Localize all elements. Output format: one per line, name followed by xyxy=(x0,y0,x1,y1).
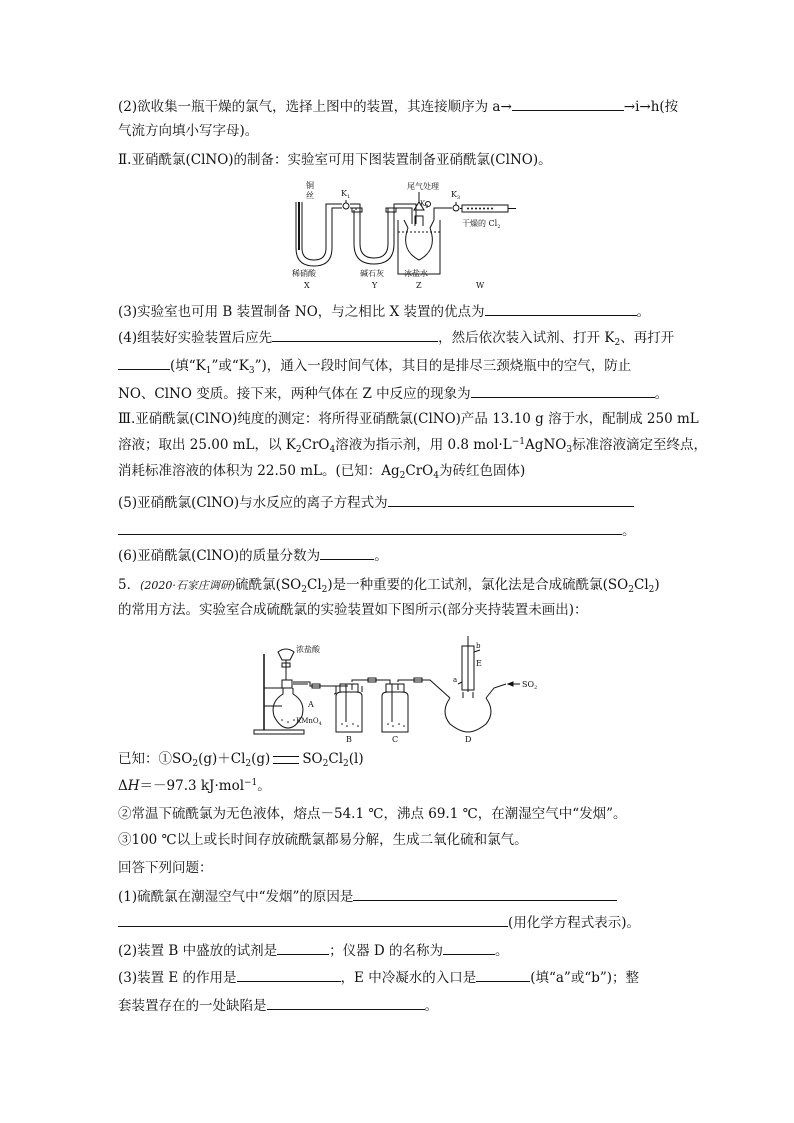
s2-line xyxy=(118,940,509,961)
known-l1-e: Cl xyxy=(328,751,344,767)
q5-answer-blank-1[interactable] xyxy=(388,492,634,507)
problem5-source: (2020·石家庄调研) xyxy=(140,579,236,592)
known-l1-c: (g) xyxy=(251,751,271,767)
s3-answer-blank-1[interactable] xyxy=(237,967,341,982)
p5-l1-d: Cl xyxy=(633,577,649,593)
s3-l2-sub3: 3 xyxy=(566,445,573,455)
known-item3: ③100 ℃以上或长时间存放硫酰氯都易分解，生成二氧化硫和氯气。 xyxy=(118,832,528,848)
q4-sub3: 3 xyxy=(248,366,255,376)
answer-prompt: 回答下列问题： xyxy=(118,860,213,876)
known-l1-f: (l) xyxy=(348,751,364,767)
s1-line2 xyxy=(118,912,640,933)
p5-sub-d: 2 xyxy=(648,585,655,595)
fig1-tail-gas: 尾气处理 xyxy=(407,182,439,191)
k-sub1: 2 xyxy=(192,759,199,769)
fig1-label-copper: 铜 xyxy=(306,181,314,190)
k-sub3: 2 xyxy=(322,759,329,769)
section-iii-line2 xyxy=(118,435,707,455)
dh-end: 。 xyxy=(257,778,271,794)
fig1-dry-cl2: 干燥的 $Cl_2$ xyxy=(462,219,501,230)
fig1-label-x: X xyxy=(304,281,310,290)
fig1-k1: $K_1$ xyxy=(341,189,351,200)
s3-line2-a: 套装置存在的一处缺陷是 xyxy=(118,998,267,1014)
s2-text-a: (2)装置 B 中盛放的试剂是 xyxy=(118,943,278,959)
q5-text: (5)亚硝酰氯(ClNO)与水反应的离子方程式为 xyxy=(118,495,388,511)
fig2-kmno4: KMnO$_4$ xyxy=(296,717,322,727)
fig1-k2: $K_2$ xyxy=(420,200,429,210)
s3-l2-a: 溶液；取出 25.00 mL，以 K xyxy=(118,437,296,453)
s3-line2 xyxy=(118,995,438,1016)
problem5-line2: 的常用方法。实验室合成硫酰氯的实验装置如下图所示(部分夹持装置未画出)： xyxy=(118,602,588,618)
fig2-label-d: D xyxy=(465,735,472,744)
dh-delta: Δ xyxy=(118,778,128,794)
fig1-label-z: Z xyxy=(416,281,422,290)
s3-l2-sup: −1 xyxy=(511,437,526,447)
s3-l3-b: CrO xyxy=(405,463,434,479)
s3-l3-sub2: 2 xyxy=(399,471,406,481)
s1-answer-blank-1[interactable] xyxy=(353,886,617,901)
s3-l2-sub4: 4 xyxy=(329,445,336,455)
fig2-label-a: A xyxy=(308,700,314,709)
s3-end: 。 xyxy=(424,998,438,1014)
known-line1 xyxy=(118,749,364,769)
q3-text: (3)实验室也可用 B 装置制备 NO，与之相比 X 装置的优点为 xyxy=(118,304,485,320)
q2-answer-blank[interactable] xyxy=(512,96,624,111)
q2-text-a: (2)欲收集一瓶干燥的氯气，选择上图中的装置，其连接顺序为 a→ xyxy=(118,99,512,115)
fig2-label-b-outlet: b xyxy=(476,642,481,650)
s3-l2-sub2: 2 xyxy=(295,445,302,455)
fig1-dilute-hno3: 稀硝酸 xyxy=(292,269,316,278)
q5-end: 。 xyxy=(622,523,636,539)
s3-answer-blank-3[interactable] xyxy=(267,995,425,1010)
fig1-k3: $K_3$ xyxy=(451,190,461,201)
s3-line1 xyxy=(118,967,639,988)
q4-line2 xyxy=(118,355,631,376)
q4-text-c: 、再打开 xyxy=(620,330,675,346)
q3-end: 。 xyxy=(636,304,650,320)
q6-text: (6)亚硝酰氯(ClNO)的质量分数为 xyxy=(118,548,321,564)
section-iii-line1: Ⅲ.亚硝酰氯(ClNO)纯度的测定：将所得亚硝酰氯(ClNO)产品 13.10 g 溶于水，配制成 250 mL xyxy=(118,411,699,427)
q3-line xyxy=(118,301,650,322)
p5-l1-e: ) xyxy=(654,577,660,593)
known-l1-a: 已知：①SO xyxy=(118,751,193,767)
fig1-label-y: Y xyxy=(372,281,378,290)
s1-line1 xyxy=(118,886,617,907)
known-item2: ②常温下硫酰氯为无色液体，熔点－54.1 ℃，沸点 69.1 ℃，在潮湿空气中“发烟”。 xyxy=(118,806,627,822)
q4-line2-c: ”)，通入一段时间气体，其目的是排尽三颈烧瓶中的空气，防止 xyxy=(254,358,632,374)
q4-line2-a: (填“K xyxy=(170,358,206,374)
fig1-label-wire: 丝 xyxy=(306,191,314,200)
s1-text: (1)硫酰氯在潮湿空气中“发烟”的原因是 xyxy=(118,889,354,905)
s3-l2-c: 溶液为指示剂，用 0.8 mol·L xyxy=(335,437,512,453)
q4-line3-end: 。 xyxy=(654,386,669,402)
q2-line1 xyxy=(118,96,678,117)
fig2-label-b: B xyxy=(346,735,352,744)
q4-answer-blank-2[interactable] xyxy=(118,355,170,370)
q4-answer-blank-1[interactable] xyxy=(272,327,438,342)
s3-text-b: ，E 中冷凝水的入口是 xyxy=(340,970,477,986)
known-l1-b: (g)＋Cl xyxy=(198,751,246,767)
p5-l1-a: 硫酰氯(SO xyxy=(235,577,302,593)
fig2-label-a-inlet: a xyxy=(453,676,458,684)
s2-answer-blank-2[interactable] xyxy=(443,940,495,955)
s2-answer-blank-1[interactable] xyxy=(277,940,329,955)
known-l1-d: SO xyxy=(302,751,323,767)
p5-sub-c: 2 xyxy=(628,585,634,595)
q5-line1 xyxy=(118,492,634,513)
s3-l3-a: 消耗标准溶液的体积为 22.50 mL。(已知：Ag xyxy=(118,463,400,479)
problem5-line1 xyxy=(118,575,660,596)
known-enthalpy xyxy=(118,776,271,796)
equals-sign xyxy=(273,756,299,764)
q3-answer-blank[interactable] xyxy=(485,301,637,316)
q4-sub1: 1 xyxy=(205,366,212,376)
fig2-label-c: C xyxy=(392,735,399,744)
s1-answer-blank-2[interactable] xyxy=(118,912,508,927)
s3-l2-d: AgNO xyxy=(525,437,567,453)
s1-end: (用化学方程式表示)。 xyxy=(508,915,641,931)
k-sub2: 2 xyxy=(245,759,252,769)
fig2-conc-hcl: 浓盐酸 xyxy=(296,645,320,654)
k-sub4: 2 xyxy=(343,759,349,769)
q4-text-b: ，然后依次装入试剂、打开 K xyxy=(438,330,615,346)
dh-value: ＝－97.3 kJ·mol xyxy=(139,778,245,794)
section-ii-title: Ⅱ.亚硝酰氯(ClNO)的制备：实验室可用下图装置制备亚硝酰氯(ClNO)。 xyxy=(118,152,552,168)
q4-answer-blank-3[interactable] xyxy=(471,383,655,398)
p5-sub-a: 2 xyxy=(301,585,307,595)
fig2-label-e: E xyxy=(476,659,482,668)
s3-l3-sub4: 4 xyxy=(433,471,439,481)
q6-answer-blank[interactable] xyxy=(320,545,374,560)
fig1-ice-brine: 冰盐水 xyxy=(404,269,428,278)
q5-line2 xyxy=(118,520,636,541)
q4-line3-a: NO、ClNO 变质。接下来，两种气体在 Z 中反应的现象为 xyxy=(118,386,471,402)
s3-text-a: (3)装置 E 的作用是 xyxy=(118,970,237,986)
p5-sub-b: 2 xyxy=(321,585,328,595)
p5-l1-b: Cl xyxy=(307,577,322,593)
figure-clno-apparatus xyxy=(280,180,520,292)
q4-text-a: (4)组装好实验装置后应先 xyxy=(118,330,273,346)
s3-l2-b: CrO xyxy=(301,437,330,453)
s3-answer-blank-2[interactable] xyxy=(476,967,530,982)
fig1-label-w: W xyxy=(476,281,485,290)
dh-sup: −1 xyxy=(244,778,258,788)
q5-answer-blank-2[interactable] xyxy=(118,520,622,535)
s3-l3-c: 为砖红色固体) xyxy=(438,463,526,479)
q2-line2: 气流方向填小写字母)。 xyxy=(118,123,259,139)
s3-l2-e: 标准溶液滴定至终点， xyxy=(572,437,708,453)
s3-text-c: (填“a”或“b”)；整 xyxy=(530,970,640,986)
q4-line3 xyxy=(118,383,668,404)
s2-text-b: ；仪器 D 的名称为 xyxy=(329,943,444,959)
section-iii-line3 xyxy=(118,461,525,481)
q6-line xyxy=(118,545,388,566)
fig2-so2: $SO_2$ xyxy=(522,680,538,691)
figure-so2cl2-apparatus xyxy=(250,632,550,744)
q4-line1 xyxy=(118,327,674,348)
problem5-number: 5． xyxy=(118,577,141,593)
q6-end: 。 xyxy=(374,548,388,564)
q4-line2-b: ”或“K xyxy=(211,358,249,374)
fig1-soda-lime: 碱石灰 xyxy=(360,269,384,278)
dh-h: H xyxy=(127,778,140,794)
q2-text-b: →i→h(按 xyxy=(623,99,679,115)
p5-l1-c: )是一种重要的化工试剂，氯化法是合成硫酰氯(SO xyxy=(327,577,629,593)
s2-end: 。 xyxy=(495,943,509,959)
q4-sub2: 2 xyxy=(614,338,621,348)
